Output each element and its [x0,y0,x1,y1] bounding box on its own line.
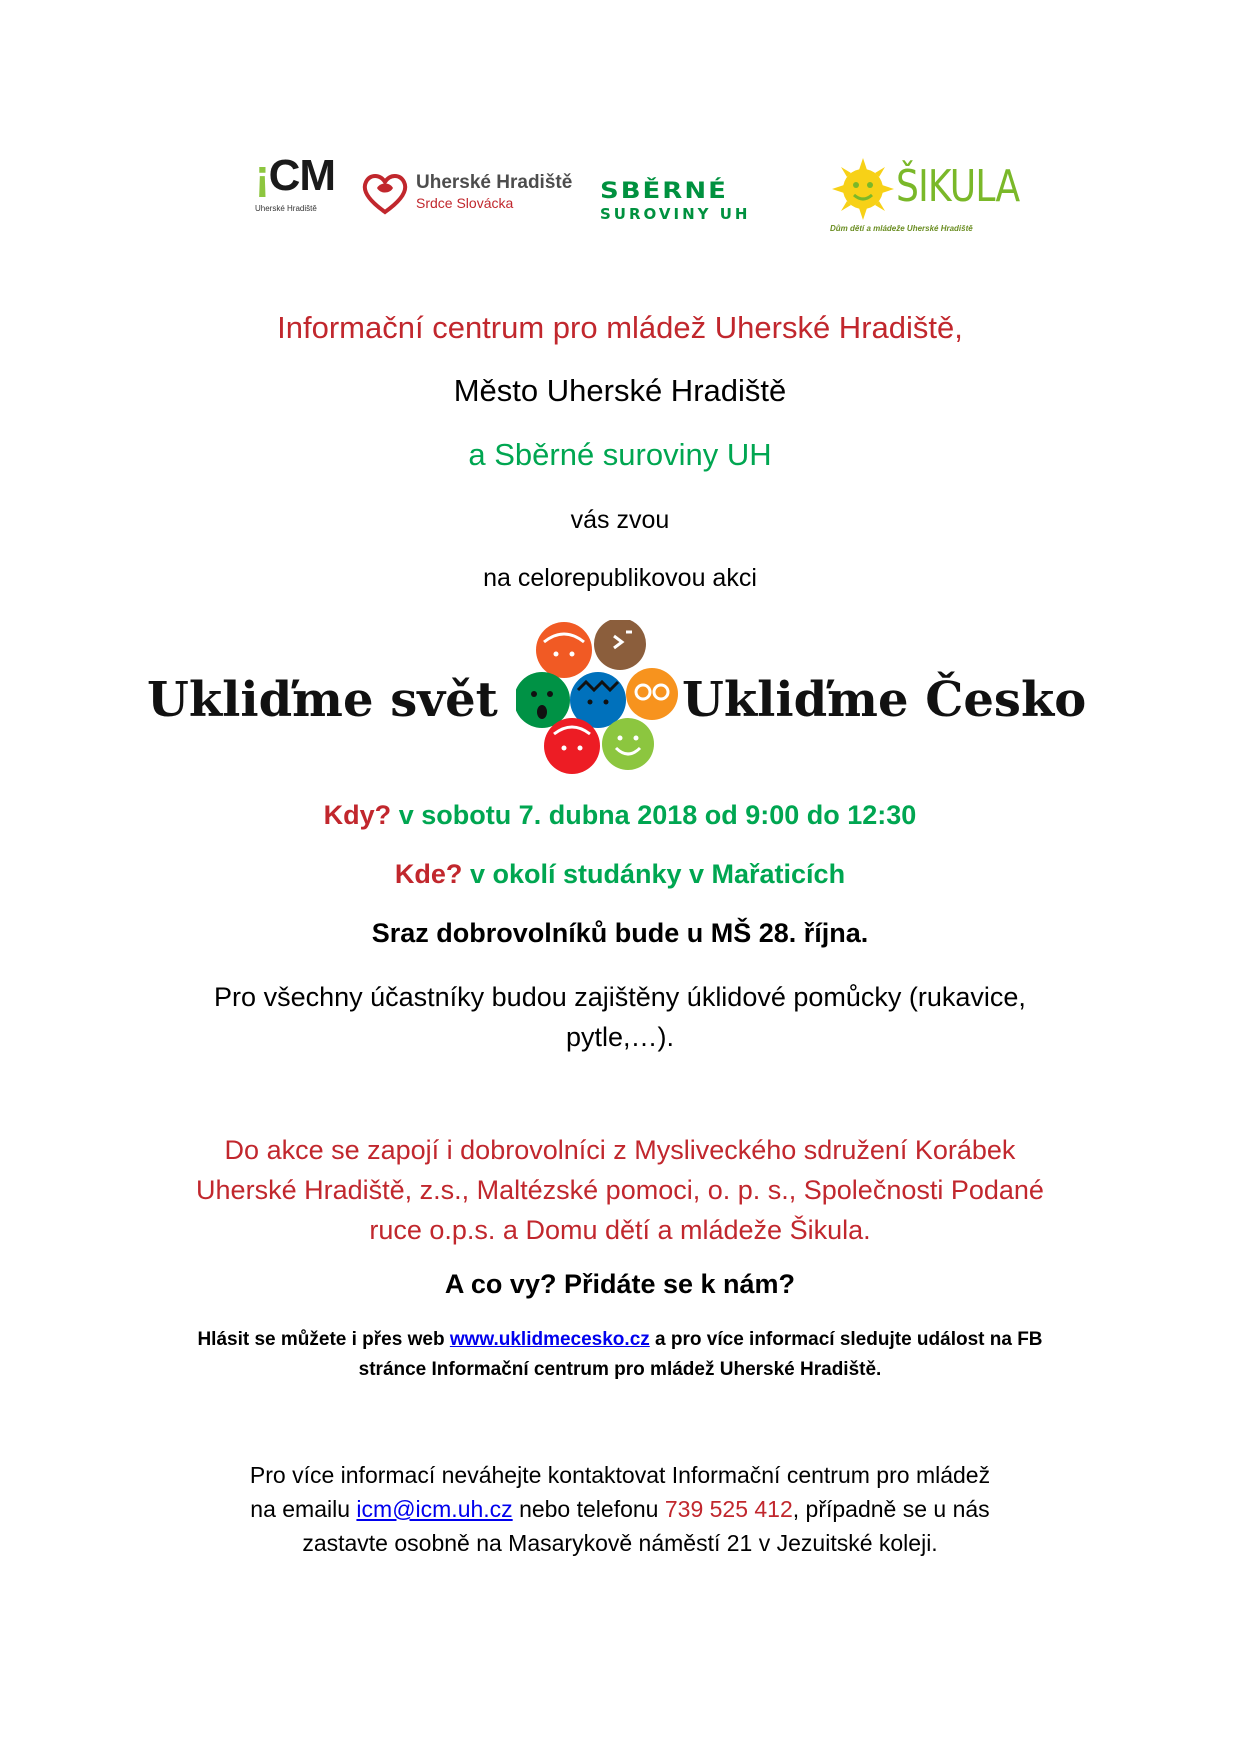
brand-left-text: Ukliďme svět [147,672,498,728]
event-where [0,859,1240,890]
icm-logo-subtitle: Uherské Hradiště [255,204,317,213]
call-to-action: A co vy? Přidáte se k nám? [444,1269,796,1299]
where-label: Kde? [394,859,463,889]
partners-line3: ruce o.p.s. a Domu dětí a mládeže Šikula. [369,1215,871,1245]
meeting-point: Sraz dobrovolníků bude u MŠ 28. října. [371,918,869,948]
email-link[interactable]: icm@icm.uh.cz [356,1496,513,1522]
phone-number: 739 525 412 [664,1496,793,1522]
icm-logo-mark: CM [268,151,336,200]
event-intro: na celorepublikovou akci [483,564,757,592]
contact-line3: zastavte osobně na Masarykově náměstí 21 v Jezuitské koleji. [302,1530,938,1556]
sikula-logo-title: ŠIKULA [896,161,1020,212]
sberne-logo-line1: SBĚRNÉ [600,178,728,204]
signup-text-after: a pro více informací sledujte událost na FB [655,1329,1043,1350]
contact-line1: Pro více informací neváhejte kontaktovat Informační centrum pro mládež [249,1462,991,1488]
partner-logos [0,150,1240,250]
organizer-icm: Informační centrum pro mládež Uherské Hradiště, [277,310,963,345]
tools-line2: pytle,…). [565,1022,675,1052]
partners-info [0,1130,1240,1250]
contact-before-email: na emailu [250,1496,351,1522]
uherske-hradiste-logo [360,168,580,228]
uklidme-cesko-brand [0,620,1240,780]
contact-after-phone: , případně se u nás [792,1496,990,1522]
where-value: v okolí studánky v Mařaticích [469,859,846,889]
partners-line2: Uherské Hradiště, z.s., Maltézské pomoci, o. p. s., Společnosti Podané [196,1175,1044,1205]
icm-logo-i: ¡ [255,151,269,200]
faces-flower-icon [516,620,682,776]
partners-line1: Do akce se zapojí i dobrovolníci z Mysliveckého sdružení Korábek [224,1135,1016,1165]
contact-info [0,1458,1240,1560]
signup-line2: stránce Informační centrum pro mládež Uherské Hradiště. [358,1359,882,1380]
contact-middle: nebo telefonu [519,1496,659,1522]
signup-text-before: Hlásit se můžete i přes web [197,1329,445,1350]
uh-logo-subtitle: Srdce Slovácka [416,195,514,211]
sberne-logo-line2: SUROVINY UH [600,205,751,223]
sun-face-icon [830,156,896,222]
event-when [0,800,1240,831]
brand-right-text: Ukliďme Česko [682,672,1087,728]
tools-line1: Pro všechny účastníky budou zajištěny úklidové pomůcky (rukavice, [214,982,1026,1012]
sberne-suroviny-logo [600,180,810,230]
invite-text: vás zvou [570,506,670,534]
uh-logo-title: Uherské Hradiště [416,172,573,193]
signup-info [0,1325,1240,1385]
uklidmecesko-link[interactable]: www.uklidmecesko.cz [449,1329,650,1350]
organizer-city: Město Uherské Hradiště [453,373,787,408]
icm-logo [255,151,336,234]
when-value: v sobotu 7. dubna 2018 od 9:00 do 12:30 [398,800,917,830]
heart-icon [360,168,410,218]
sikula-logo-subtitle: Dům dětí a mládeže Uherské Hradiště [830,224,973,233]
tools-info [0,977,1240,1057]
organizer-sberne: a Sběrné suroviny UH [468,437,772,472]
sikula-logo [830,156,1020,236]
when-label: Kdy? [323,800,392,830]
